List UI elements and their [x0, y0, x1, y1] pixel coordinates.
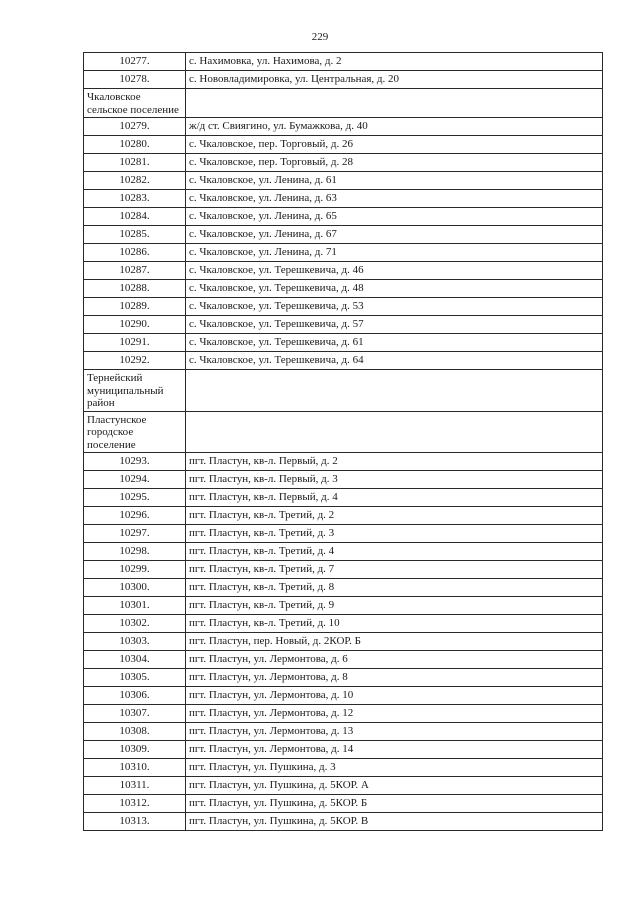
entry-number: 10300. [84, 579, 186, 597]
address-cell [186, 411, 603, 453]
entry-number: 10304. [84, 651, 186, 669]
entry-number: 10306. [84, 687, 186, 705]
address-cell: пгт. Пластун, ул. Лермонтова, д. 6 [186, 651, 603, 669]
table-row [84, 280, 603, 298]
table-row [84, 507, 603, 525]
table-row [84, 723, 603, 741]
table-row [84, 651, 603, 669]
address-cell: пгт. Пластун, ул. Лермонтова, д. 14 [186, 741, 603, 759]
table-row [84, 453, 603, 471]
address-cell: с. Чкаловское, пер. Торговый, д. 26 [186, 136, 603, 154]
table-row [84, 71, 603, 89]
table-row [84, 316, 603, 334]
table-row [84, 190, 603, 208]
address-cell: пгт. Пластун, кв-л. Третий, д. 7 [186, 561, 603, 579]
table-row [84, 579, 603, 597]
table-row [84, 118, 603, 136]
entry-number: 10282. [84, 172, 186, 190]
entry-number: 10309. [84, 741, 186, 759]
address-cell: пгт. Пластун, кв-л. Первый, д. 2 [186, 453, 603, 471]
address-cell: пгт. Пластун, кв-л. Первый, д. 4 [186, 489, 603, 507]
address-cell: ж/д ст. Свиягино, ул. Бумажкова, д. 40 [186, 118, 603, 136]
section-label: Чкаловское сельское поселение [84, 89, 186, 118]
table-row [84, 244, 603, 262]
address-cell: пгт. Пластун, ул. Пушкина, д. 5КОР. А [186, 777, 603, 795]
entry-number: 10280. [84, 136, 186, 154]
entry-number: 10294. [84, 471, 186, 489]
entry-number: 10303. [84, 633, 186, 651]
table-row [84, 543, 603, 561]
entry-number: 10292. [84, 352, 186, 370]
address-cell: с. Чкаловское, ул. Ленина, д. 61 [186, 172, 603, 190]
table-row [84, 262, 603, 280]
address-cell: с. Чкаловское, ул. Ленина, д. 65 [186, 208, 603, 226]
entry-number: 10311. [84, 777, 186, 795]
entry-number: 10281. [84, 154, 186, 172]
entry-number: 10291. [84, 334, 186, 352]
entry-number: 10287. [84, 262, 186, 280]
address-cell: с. Чкаловское, ул. Терешкевича, д. 53 [186, 298, 603, 316]
table-row [84, 777, 603, 795]
table-row [84, 525, 603, 543]
entry-number: 10312. [84, 795, 186, 813]
entry-number: 10310. [84, 759, 186, 777]
section-header-row [84, 89, 603, 118]
table-row [84, 53, 603, 71]
table-row [84, 597, 603, 615]
address-cell: с. Чкаловское, ул. Ленина, д. 71 [186, 244, 603, 262]
address-cell: пгт. Пластун, ул. Пушкина, д. 3 [186, 759, 603, 777]
address-cell: пгт. Пластун, кв-л. Третий, д. 8 [186, 579, 603, 597]
address-cell: пгт. Пластун, ул. Лермонтова, д. 13 [186, 723, 603, 741]
address-table [83, 52, 603, 831]
address-cell: пгт. Пластун, ул. Пушкина, д. 5КОР. Б [186, 795, 603, 813]
address-cell: с. Чкаловское, ул. Терешкевича, д. 48 [186, 280, 603, 298]
table-row [84, 669, 603, 687]
entry-number: 10301. [84, 597, 186, 615]
table-row [84, 172, 603, 190]
entry-number: 10307. [84, 705, 186, 723]
table-row [84, 154, 603, 172]
entry-number: 10302. [84, 615, 186, 633]
address-cell: пгт. Пластун, пер. Новый, д. 2КОР. Б [186, 633, 603, 651]
entry-number: 10295. [84, 489, 186, 507]
entry-number: 10283. [84, 190, 186, 208]
address-cell [186, 370, 603, 412]
address-cell: с. Чкаловское, ул. Терешкевича, д. 57 [186, 316, 603, 334]
entry-number: 10277. [84, 53, 186, 71]
address-cell: пгт. Пластун, кв-л. Третий, д. 10 [186, 615, 603, 633]
address-cell: с. Чкаловское, ул. Ленина, д. 63 [186, 190, 603, 208]
entry-number: 10299. [84, 561, 186, 579]
table-row [84, 705, 603, 723]
address-cell: с. Нахимовка, ул. Нахимова, д. 2 [186, 53, 603, 71]
address-cell: пгт. Пластун, ул. Лермонтова, д. 8 [186, 669, 603, 687]
entry-number: 10286. [84, 244, 186, 262]
table-row [84, 561, 603, 579]
table-row [84, 741, 603, 759]
table-row [84, 795, 603, 813]
address-cell: пгт. Пластун, ул. Лермонтова, д. 12 [186, 705, 603, 723]
address-cell: с. Нововладимировка, ул. Центральная, д. 20 [186, 71, 603, 89]
section-header-row [84, 411, 603, 453]
table-row [84, 813, 603, 831]
entry-number: 10288. [84, 280, 186, 298]
table-row [84, 471, 603, 489]
section-header-row [84, 370, 603, 412]
entry-number: 10284. [84, 208, 186, 226]
entry-number: 10296. [84, 507, 186, 525]
table-row [84, 615, 603, 633]
address-table-body [84, 53, 603, 831]
entry-number: 10285. [84, 226, 186, 244]
entry-number: 10289. [84, 298, 186, 316]
address-cell: пгт. Пластун, кв-л. Третий, д. 2 [186, 507, 603, 525]
section-label: Тернейский муниципальный район [84, 370, 186, 412]
address-cell [186, 89, 603, 118]
table-row [84, 352, 603, 370]
table-row [84, 334, 603, 352]
address-cell: с. Чкаловское, ул. Терешкевича, д. 46 [186, 262, 603, 280]
entry-number: 10278. [84, 71, 186, 89]
address-cell: пгт. Пластун, кв-л. Третий, д. 9 [186, 597, 603, 615]
table-row [84, 136, 603, 154]
table-row [84, 759, 603, 777]
entry-number: 10297. [84, 525, 186, 543]
entry-number: 10305. [84, 669, 186, 687]
entry-number: 10298. [84, 543, 186, 561]
table-row [84, 208, 603, 226]
entry-number: 10290. [84, 316, 186, 334]
address-cell: пгт. Пластун, кв-л. Третий, д. 4 [186, 543, 603, 561]
address-cell: пгт. Пластун, кв-л. Первый, д. 3 [186, 471, 603, 489]
table-row [84, 687, 603, 705]
address-cell: с. Чкаловское, ул. Терешкевича, д. 64 [186, 352, 603, 370]
table-row [84, 489, 603, 507]
address-cell: пгт. Пластун, кв-л. Третий, д. 3 [186, 525, 603, 543]
entry-number: 10293. [84, 453, 186, 471]
address-cell: пгт. Пластун, ул. Пушкина, д. 5КОР. В [186, 813, 603, 831]
entry-number: 10279. [84, 118, 186, 136]
section-label: Пластунское городское поселение [84, 411, 186, 453]
table-row [84, 226, 603, 244]
address-cell: с. Чкаловское, пер. Торговый, д. 28 [186, 154, 603, 172]
table-row [84, 633, 603, 651]
page-number: 229 [311, 31, 329, 43]
address-cell: с. Чкаловское, ул. Ленина, д. 67 [186, 226, 603, 244]
address-cell: с. Чкаловское, ул. Терешкевича, д. 61 [186, 334, 603, 352]
entry-number: 10308. [84, 723, 186, 741]
table-row [84, 298, 603, 316]
address-cell: пгт. Пластун, ул. Лермонтова, д. 10 [186, 687, 603, 705]
entry-number: 10313. [84, 813, 186, 831]
